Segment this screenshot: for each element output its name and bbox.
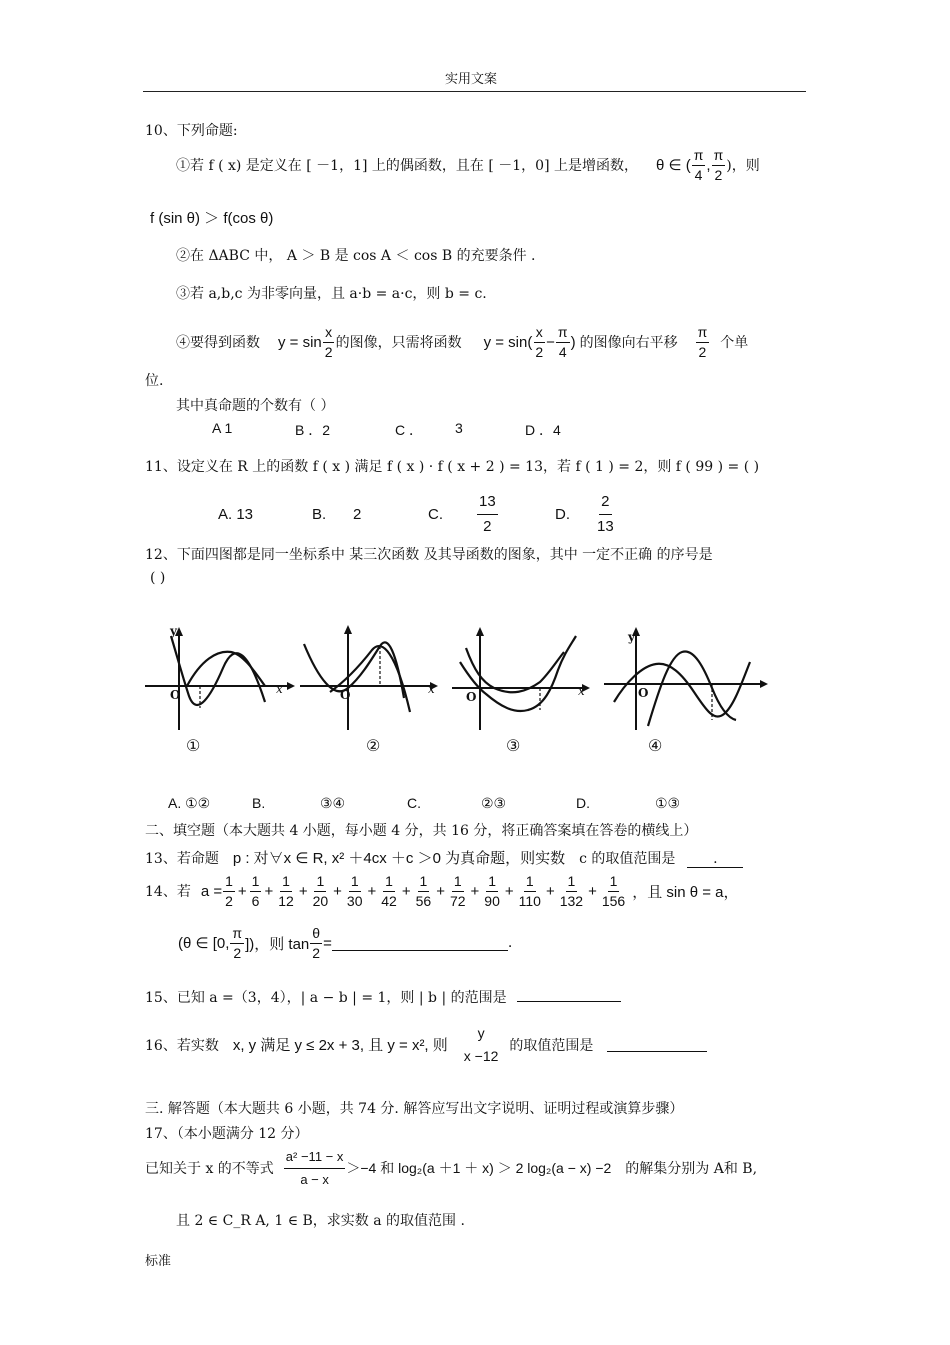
q12-label-1: ①	[186, 736, 201, 755]
section-2-heading: 二、填空题（本大题共 4 小题，每小题 4 分，共 16 分，将正确答案填在答卷的横线上）	[145, 823, 698, 839]
q14-plus-sign: +	[237, 882, 247, 900]
q14-plus-sign: +	[470, 882, 480, 900]
q12-option-b: B.	[252, 795, 266, 811]
q10-option-b: B ．2	[295, 422, 331, 438]
q14-term-fraction: $\frac{1}{2}$	[225, 873, 233, 909]
q12-graph-1-xlabel: x	[276, 682, 283, 696]
q12-stem: 12、下面四图都是同一坐标系中 某三次函数 及其导函数的图象，其中 一定不正确 的序号是	[145, 547, 713, 563]
q12-graph-1	[145, 622, 295, 732]
q14-term-fraction: $\frac{1}{42}$	[381, 873, 397, 909]
q14-plus-sign: +	[401, 882, 411, 900]
q12-option-c: C.	[407, 795, 421, 811]
q11-option-d: D.	[555, 506, 570, 523]
q11-option-d-frac: $\frac{2}{13}$	[597, 493, 614, 535]
q10-s4-frac1: $\frac{x}{2}$	[324, 324, 333, 360]
q11-option-c: C.	[428, 506, 443, 523]
header-rule	[143, 91, 806, 92]
q14-term-fraction: $\frac{1}{110}$	[518, 873, 541, 909]
q12-option-a: A. ①②	[168, 795, 211, 811]
q10-s4-frac4: $\frac{\pi}{2}$	[697, 324, 708, 360]
q12-option-b-val: ③④	[320, 795, 346, 811]
q11-stem: 11、设定义在 R 上的函数 f ( x ) 满足 f ( x ) · f ( x + 2 ) = 13，若 f ( 1 ) = 2，则 f ( 99 ) = ( )	[145, 459, 760, 475]
q12-graph-1-ylabel: y	[170, 624, 177, 638]
q14-frac-pi: $\frac{\pi}{2}$	[232, 925, 243, 961]
q14-term-fraction: $\frac{1}{156}$	[601, 873, 626, 909]
q10-statement-4: ④要得到函数 y = sin $\frac{x}{2}$ 的图像，只需将函数 y = sin( $\frac{x}{2}$ − $\frac{\pi}{4}$ ) 的图像向右平移 $\frac{\pi}{2}$ 个单	[176, 324, 749, 360]
q10-s4-frac3: $\frac{\pi}{4}$	[557, 324, 568, 360]
q10-statement-3: ③若 a,b,c 为非零向量，且 a·b = a·c，则 b = c.	[176, 286, 487, 302]
q10-s1-frac1: $\frac{\pi}{4}$	[693, 147, 704, 183]
q11-option-b-val: 2	[353, 506, 362, 523]
q10-title: 10、下列命题:	[145, 123, 238, 139]
q12-paren: ( )	[150, 570, 166, 586]
q14-plus-sign: +	[298, 882, 308, 900]
q12-graph-1-origin: O	[170, 688, 181, 702]
q14: 14、若 a = $\frac{1}{2}$ + $\frac{1}{6}$ + $\frac{1}{12}$ + $\frac{1}{20}$ + $\frac{1}{30}$ + $\frac{1}{42}$ + $\frac{1}{56}$ + $\frac{1}{72}$ + $\frac{1}{90}$ + $\frac{1}{110}$ + $\frac{1}{132}$ + $\frac{1}{156}$ ，且 sin θ = a，	[145, 873, 739, 909]
q14-plus-sign: +	[588, 882, 597, 900]
q15: 15、已知 a =（3，4），| a − b | = 1，则 | b | 的范围是	[145, 987, 621, 1007]
q10-s1-conclusion: f (sin θ) ＞ f(cos θ)	[150, 210, 274, 227]
q12-option-d-val: ①③	[655, 795, 681, 811]
q10-s4-frac2: $\frac{x}{2}$	[535, 324, 544, 360]
q12-graph-2	[300, 622, 450, 732]
q10-option-a: A 1	[212, 420, 233, 436]
q17-title: 17、（本小题满分 12 分）	[145, 1126, 309, 1142]
q14-plus-sign: +	[504, 882, 514, 900]
q14-plus-sign: +	[264, 882, 274, 900]
q14-plus-sign: +	[545, 882, 555, 900]
q16: 16、若实数 x, y 满足 y ≤ 2x + 3, 且 y = x², 则 y x −12 的取值范围是	[145, 1026, 707, 1063]
q14-term-fraction: $\frac{1}{12}$	[278, 873, 294, 909]
q11-option-a: A. 13	[218, 506, 254, 523]
q12-graph-2-origin: O	[340, 688, 351, 702]
q14-term-fraction: $\frac{1}{30}$	[346, 873, 363, 909]
q12-graph-4-ylabel: y	[628, 630, 635, 644]
q10-s1-frac2: $\frac{\pi}{2}$	[713, 147, 724, 183]
q17-condition: 且 2 ∈ C_R A, 1 ∈ B，求实数 a 的取值范围 .	[176, 1213, 465, 1229]
q14-answer-blank[interactable]	[332, 936, 508, 951]
q12-graph-2-xlabel: x	[428, 682, 435, 696]
q10-option-c-val: 3	[455, 420, 463, 436]
page-footer: 标准	[145, 1254, 172, 1269]
q10-s1-end: )，则	[726, 158, 760, 175]
q14-plus-sign: +	[436, 882, 445, 900]
q14-terms	[222, 874, 628, 908]
q15-answer-blank[interactable]	[517, 989, 621, 1002]
q16-answer-blank[interactable]	[607, 1037, 707, 1052]
q14-term-fraction: $\frac{1}{6}$	[251, 873, 260, 909]
q10-s1-text: ①若 f ( x) 是定义在 [ －1，1] 上的偶函数，且在 [ －1，0] 上是增函数，	[176, 158, 638, 175]
q12-graph-3-xlabel: x	[578, 684, 585, 698]
section-3-heading: 三. 解答题（本大题共 6 小题，共 74 分. 解答应写出文字说明、证明过程或演算步骤）	[145, 1101, 684, 1117]
q11-option-c-frac: $\frac{13}{2}$	[479, 493, 496, 535]
q14-plus-sign: +	[367, 882, 377, 900]
q12-label-3: ③	[506, 736, 521, 755]
q14-term-fraction: $\frac{1}{72}$	[449, 873, 466, 909]
q14-term-fraction: $\frac{1}{90}$	[484, 873, 500, 909]
q14-plus-sign: +	[333, 882, 342, 900]
q14-term-fraction: $\frac{1}{56}$	[415, 873, 432, 909]
q10-statement-4-cont: 位.	[145, 373, 164, 389]
q12-label-2: ②	[366, 736, 381, 755]
q14-frac-theta: $\frac{\theta}{2}$	[312, 925, 321, 961]
q12-option-c-val: ②③	[481, 795, 507, 811]
q12-label-4: ④	[648, 736, 663, 755]
q13: 13、若命题 p : 对∀x ∈ R, x² ＋4cx ＋c ＞0 为真命题，则实数 c 的取值范围是 .	[145, 847, 743, 868]
q14-term-fraction: $\frac{1}{132}$	[559, 873, 584, 909]
page-header: 实用文案	[445, 72, 498, 87]
q12-graph-3	[452, 622, 602, 732]
q12-graph-3-origin: O	[466, 690, 477, 704]
q11-option-b: B.	[312, 506, 327, 523]
q17-body: 已知关于 x 的不等式 $\frac{\text{a² −11 − x}}{a - x}$ ＞−4 和 log₂(a ＋1 ＋ x) ＞ 2 log₂(a − x) −2 的解集分别为 A和 B,	[145, 1149, 758, 1187]
q10-statement-2: ②在 ΔABC 中， A ＞ B 是 cos A ＜ cos B 的充要条件 .	[176, 248, 536, 264]
q14-term-fraction: $\frac{1}{20}$	[312, 873, 329, 909]
q12-option-d: D.	[576, 795, 590, 811]
q12-graph-4-origin: O	[638, 686, 649, 700]
q16-frac: y x −12	[463, 1025, 499, 1064]
q10-statement-1: ①若 f ( x) 是定义在 [ －1，1] 上的偶函数，且在 [ －1，0] 上是增函数， θ ∈ ( $\frac{\pi}{4}$ , $\frac{\pi}{2}$ )，则	[176, 147, 760, 183]
q14-cont: (θ ∈ [0, $\frac{\pi}{2}$ ])，则 tan $\frac{\theta}{2}$ = .	[178, 925, 513, 961]
q10-ask: 其中真命题的个数有（ ）	[176, 398, 335, 414]
q10-option-c: C ．	[395, 422, 423, 438]
q17-frac: $\frac{\text{a² −11 − x}}{a - x}$	[285, 1149, 344, 1187]
q13-answer-blank[interactable]: .	[687, 851, 743, 868]
q10-option-d: D ．4	[525, 422, 561, 438]
q10-s1-theta: θ ∈ (	[655, 157, 691, 175]
